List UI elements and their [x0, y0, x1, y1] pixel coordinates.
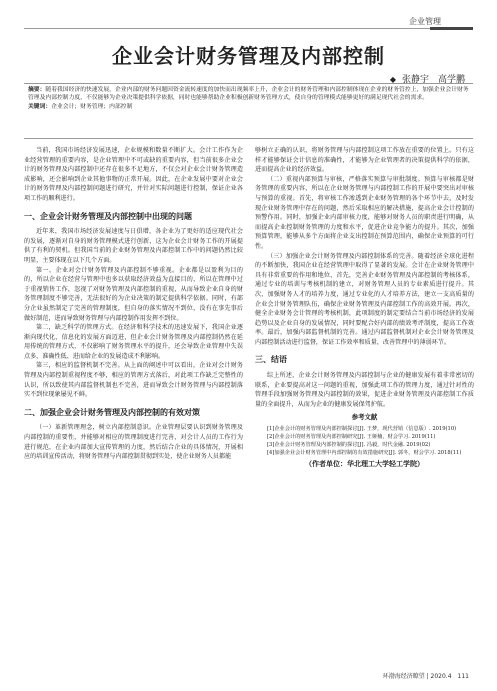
abstract-text: 随着我国经济的快速发展，企业内部的财务问题因资金流转速度的加快而出现频率上升，企业会计的财务管理和内部控制体现在企业的财务管控上，加强企业会计财务管理及内部控制力度，不仅能够为企业决策提供科学依据，同时也能够帮助企业积极创新财务管理方式，使自身的管理模式能够更好的满足现代社会的需求。 [28, 87, 469, 102]
right-column [255, 146, 474, 469]
paragraph: 当前，我国市场经济发展迅速，企业规模和数量不断扩大。会计工作作为企业经营管理的重要内容，是企业管理中不可或缺的重要内容，但当前很多企业会计的财务管理及内部控制中还存在很多不足地方，不仅会对企业会计财务管理造成影响，还会影响到企业其他事物的正常开展。因此，在企业发展中要对企业会计的财务管理及内部控制问题进行研究，并针对实际问题进行控制，保证企业各项工作的顺利进行。 [24, 147, 243, 202]
section-heading: 一、企业会计财务管理及内部控制中出现的问题 [24, 211, 192, 221]
reference-item: [1]企业会计的财务管理及内部控制探讨[J]. 王梦，现代营销（信息版）. 2019(10) [267, 426, 457, 433]
abstract-label: 摘要： [28, 87, 46, 93]
section-tag: 企业管理 [409, 17, 441, 26]
authors-text: 张静宇 高学鹏 [401, 75, 465, 85]
paragraph: （三）加强企业会计财务管理及内部控制体系的完善。随着经济全球化进程的不断加快，我国企业在经营管理中取得了显著的发展。会计在企业财务管理中具有非常重要的作用和地位，首先，完善企业财务管理及内部控制的考核体系，通过专业的培训与考核机制的建立，对财务管理人员的专业素质进行提升。其次，加强财务人才的培养力度，通过专业化的人才培养方法，建立一支高质量的企业会计财务管理队伍，确保企业财务管理及内部控制工作的高效开展。再次，健全企业财务会计管理的考核机制，此项制度的制定要结合当前市场经济的发展趋势以及企业自身的发展情况，同时要配合好内部的绩效考评制度，提高工作效率。最后，加强内部监督机制的完善。通过内部监督机制对企业会计财务管理及内部控制活动进行监督，保证工作效率和质量，改善管理中的薄弱环节。 [255, 252, 474, 346]
header-rule [24, 28, 473, 29]
section-heading: 三、结语 [255, 355, 287, 365]
reference-item: [3]企业会计财务管理及内部控制的探讨[J]. 冯毅，时代金融. 2019(02) [267, 442, 431, 449]
paragraph: 第三，相应的监督机制不完善。从上面的阐述中可以看出，企业对会计财务管理及内部控制重视程度不够，相应的管理方式落后，对此项工作缺乏完整性的认识，所以致使其内部监督机制也不完善，进而导致会计财务管理与内部控制落实不到位现象屡见不鲜。 [24, 362, 243, 399]
paragraph: （一）革新管理理念，树立内部控制意识。企业管理层要认识到财务管理及内部控制的重要性，并能够对相应的管理制度进行完善，对会计人员的工作行为进行规范，在企业内部加大宣传管理的力度，然后结合企业的具体情况，开展相应的培训宣传活动，将财务管理与内部控制贯彻到实处，使企业财务人员都能 [24, 424, 243, 461]
author-affiliation: （作者单位：华北理工大学轻工学院） [305, 459, 424, 469]
section-heading: 二、加强企业会计财务管理及内部控制的有效对策 [24, 407, 200, 417]
abstract [28, 86, 469, 103]
diamond-icon: ◆ [389, 75, 396, 84]
keywords-label: 关键词： [28, 103, 52, 110]
keywords-text: 企业会计；财务管理；内部控制 [51, 103, 133, 110]
paragraph: 第一，企业对会计财务管理及内部控制不够重视。企业都是以盈利为目的的，所以企业在经营与管理中也多以获取经济效益为直接目的，所以在管理中过于重视销售工作，忽视了对财务管理及内部控制的重视，从而导致企业自身的财务管理制度不够完善，无法很好的为企业决策的制定提供科学依据。同时，有部分企业虽然制定了完善的管理制度，但自身的落实情况不到位，没有在事先事后做好制范，进而导致财务管理与内部控制作用发挥不到位。 [24, 266, 243, 322]
paragraph: 近年来，我国市场经济发展速度与日俱增，各企业为了更好的适应现代社会的发展，逐渐对自身的财务管理模式进行创新，这为企业会计财务工作的开展提供了有利的契机。但我国当前的企业财务管理及内部控制工作中的问题仍然比较明显，主要体现在以下几个方面。 [24, 228, 243, 264]
paragraph: 第二，缺乏科学的管理方式。在经济和科学技术的迅速发展下，我国企业逐渐向现代化、信息化的发展方面迈进，但企业会计财务管理及内部控制仍然在延用传统的管理方式，不仅影响了财务管理水平的提升，还会导致企业管理中失误点多，准确性低、进而给企业的发展造成不利影响。 [24, 324, 243, 360]
keywords [28, 103, 469, 111]
page-footer: 环渤海经济瞭望 | 2020.4 111 [382, 673, 469, 680]
paragraph: 综上所述，企业会计财务管理及内部控制与企业的健康发展有着非常密切的联系，企业要提高对这一问题的重视，加强此项工作的管理力度，通过针对性的管理手段加强财务管理及内部控制的效果，促进企业财务管理及内部控制工作质量的全面提升，从而为企业的健康发展保驾护航。 [255, 372, 474, 408]
header-rule-accent [430, 27, 473, 30]
reference-item: [4]加强企业会计财务管理中内部控制的有效措施研究[J]. 郭冬，财会学习. 2018(11) [267, 450, 462, 457]
references-heading: 参考文献 [351, 413, 378, 422]
paragraph: 够树立正确的认识，将财务管理与内部控制这项工作放在重要的位置上。只有这样才能够保证会计信息的准确性，才能够为企业管理者的决策提供科学的依据，进而提高企业的经济效益。 [255, 147, 474, 174]
reference-item: [2]企业会计的财务管理及内部控制研究[J]. 王娅楠，财会学习. 2019(11) [267, 434, 436, 441]
article-title: 企业会计财务管理及内部控制 [112, 44, 385, 68]
abstract-block [24, 83, 473, 139]
paragraph: （二）重视内部预算与审核，严格落实预算与审批制度。预算与审核都是财务管理的重要内容，所以在企业财务管理与内部控制工作的开展中要突出对审核与预算的重视。首先，将审核工作渗透到企业财务管理的各个环节中去，及时发现企业财务管理中存在的问题，然后采取相应的解决措施，提高企业会计控制的预警作用。同时，加强企业内部审核力度，能够对财务人员的职责进行明确，从而提高企业控制财务管理的力度和水平，促进企业竞争能力的提升。其次，加强预算管理，能够从多个方面将企业支出控制在预算范围内，确保企业预算的可行性。 [255, 175, 474, 250]
left-column [24, 146, 243, 462]
